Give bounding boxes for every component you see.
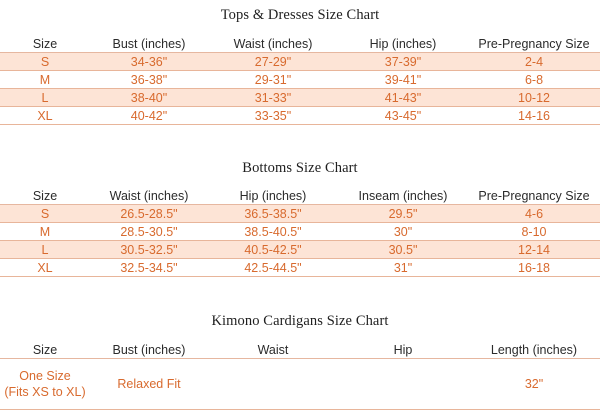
bottoms-chart-title: Bottoms Size Chart: [242, 160, 358, 176]
waist-cell: 31-33": [208, 89, 338, 107]
col-header-size: Size: [0, 35, 90, 53]
hip-cell: 36.5-38.5": [208, 205, 338, 223]
col-header-waist: Waist (inches): [90, 187, 208, 205]
bust-cell: 34-36": [90, 53, 208, 71]
table-row: [0, 71, 600, 89]
size-cell: One Size (Fits XS to XL): [0, 359, 90, 410]
table-row: [0, 89, 600, 107]
table-row: [0, 359, 600, 410]
tops-size-table: [0, 35, 600, 125]
col-header-pre-pregnancy-size: Pre-Pregnancy Size: [468, 35, 600, 53]
col-header-pre-pregnancy-size: Pre-Pregnancy Size: [468, 187, 600, 205]
inseam-cell: 30.5": [338, 241, 468, 259]
table-header-row: [0, 35, 600, 53]
size-cell: M: [0, 71, 90, 89]
col-header-size: Size: [0, 187, 90, 205]
pre-pregnancy-cell: 14-16: [468, 107, 600, 125]
col-header-inseam: Inseam (inches): [338, 187, 468, 205]
table-row: [0, 223, 600, 241]
inseam-cell: 29.5": [338, 205, 468, 223]
col-header-waist: Waist (inches): [208, 35, 338, 53]
bust-cell: 40-42": [90, 107, 208, 125]
waist-cell: [208, 359, 338, 410]
col-header-bust: Bust (inches): [90, 35, 208, 53]
pre-pregnancy-cell: 2-4: [468, 53, 600, 71]
col-header-size: Size: [0, 341, 90, 359]
table-header-row: [0, 341, 600, 359]
col-header-hip: Hip (inches): [208, 187, 338, 205]
table-header-row: [0, 187, 600, 205]
size-cell: XL: [0, 107, 90, 125]
inseam-cell: 31": [338, 259, 468, 277]
length-cell: 32": [468, 359, 600, 410]
pre-pregnancy-cell: 16-18: [468, 259, 600, 277]
table-row: [0, 241, 600, 259]
table-row: [0, 205, 600, 223]
pre-pregnancy-cell: 8-10: [468, 223, 600, 241]
pre-pregnancy-cell: 6-8: [468, 71, 600, 89]
hip-cell: 38.5-40.5": [208, 223, 338, 241]
kimono-chart-title: Kimono Cardigans Size Chart: [211, 313, 389, 329]
hip-cell: 40.5-42.5": [208, 241, 338, 259]
col-header-length: Length (inches): [468, 341, 600, 359]
pre-pregnancy-cell: 4-6: [468, 205, 600, 223]
col-header-hip: Hip (inches): [338, 35, 468, 53]
waist-cell: 33-35": [208, 107, 338, 125]
col-header-hip: Hip: [338, 341, 468, 359]
hip-cell: 39-41": [338, 71, 468, 89]
bottoms-size-table: [0, 187, 600, 277]
bust-cell: 38-40": [90, 89, 208, 107]
bust-cell: 36-38": [90, 71, 208, 89]
pre-pregnancy-cell: 10-12: [468, 89, 600, 107]
tops-chart-title: Tops & Dresses Size Chart: [220, 7, 380, 23]
waist-cell: 30.5-32.5": [90, 241, 208, 259]
waist-cell: 27-29": [208, 53, 338, 71]
inseam-cell: 30": [338, 223, 468, 241]
table-row: [0, 53, 600, 71]
size-cell: S: [0, 205, 90, 223]
size-cell: M: [0, 223, 90, 241]
table-row: [0, 259, 600, 277]
waist-cell: 28.5-30.5": [90, 223, 208, 241]
bust-cell: Relaxed Fit: [90, 359, 208, 410]
col-header-bust: Bust (inches): [90, 341, 208, 359]
waist-cell: 29-31": [208, 71, 338, 89]
hip-cell: 43-45": [338, 107, 468, 125]
pre-pregnancy-cell: 12-14: [468, 241, 600, 259]
hip-cell: 41-43": [338, 89, 468, 107]
size-cell: L: [0, 241, 90, 259]
size-cell: S: [0, 53, 90, 71]
hip-cell: [338, 359, 468, 410]
hip-cell: 42.5-44.5": [208, 259, 338, 277]
col-header-waist: Waist: [208, 341, 338, 359]
waist-cell: 26.5-28.5": [90, 205, 208, 223]
hip-cell: 37-39": [338, 53, 468, 71]
size-cell: L: [0, 89, 90, 107]
kimono-size-table: [0, 341, 600, 410]
waist-cell: 32.5-34.5": [90, 259, 208, 277]
size-cell: XL: [0, 259, 90, 277]
table-row: [0, 107, 600, 125]
